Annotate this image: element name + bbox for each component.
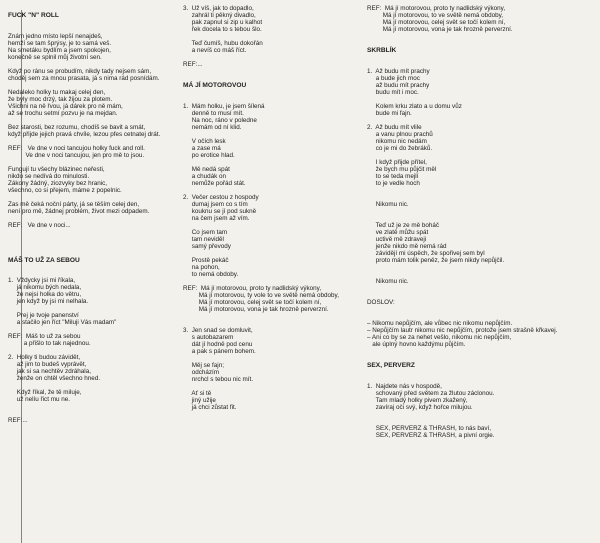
lyric-line: REF: Má jí motorovou, proto ty nadlidský výkony, — [183, 285, 322, 292]
lyric-line: Na smetáku bydlím a jsem spokojen, — [8, 47, 111, 54]
lyric-line: ženže on chtěl všechno hned. — [8, 375, 101, 382]
lyric-line: já nikomu bých nedala, — [8, 284, 82, 291]
lyric-line: Nikomu nic. — [367, 201, 409, 208]
lyric-line: 1. Až budu mít prachy — [367, 68, 430, 75]
lyric-line: s autobazarem — [183, 334, 234, 341]
lyric-line: nemám od ní klid. — [183, 124, 242, 131]
lyric-line: REF: Máš to už za sebou — [8, 333, 81, 340]
lyric-line: závidějí mi úspěch, že spořivej sem byl — [367, 250, 485, 257]
lyric-line: Teď už je ze mě boháč — [367, 222, 440, 229]
lyric-line: choděj sem za mnou prasata, já s nima rád posnídám. — [8, 75, 160, 82]
lyric-line: Ať si tě — [183, 390, 212, 397]
lyric-line: hemží se tam šprýsy, je to samá veš. — [8, 40, 112, 47]
lyric-line: 2. Večer cestou z hospody — [183, 194, 259, 201]
lyric-line: dát jí hodně pod cenu — [183, 341, 253, 348]
lyric-line: REF:... — [183, 61, 203, 68]
lyric-line: Zákony žádný, ziozvyky bez hranic, — [8, 180, 108, 187]
lyric-line: Bez starosti, bez rozumu, chodíš se bavit a smát, — [8, 124, 146, 131]
lyric-line: Nikomu nic. — [367, 278, 409, 285]
lyric-line: to nemá obdoby. — [183, 271, 239, 278]
lyric-line: a zase má — [183, 145, 221, 152]
lyric-line: proto mám tolik peněz, že jsem nikdy nepůjčil. — [367, 257, 505, 264]
lyric-line: Všichni na ně řvou, já dárek pro ně mám, — [8, 103, 123, 110]
lyric-line: všechno, co si přejem, máme z popelnic. — [8, 187, 122, 194]
lyric-line: že bych mu půjčit měl — [367, 166, 437, 173]
lyric-line: dumaj jsem co s tím — [183, 201, 248, 208]
lyric-line: Ve dne v noci tancujou, jen pro mě to jsou. — [8, 152, 145, 159]
lyric-line: Má jí motorovou, vona je tak hrozně perverzní. — [367, 26, 513, 33]
lyric-line: DOSLOV: — [367, 299, 395, 306]
lyric-line: řek docela to s tebou šlo. — [183, 26, 262, 33]
section-heading: MÁ JÍ MOTOROVOU — [183, 82, 247, 89]
lyric-line: jenže nikdo mě nemá rád — [367, 243, 447, 250]
lyric-line: a stačilo jen říct "Miluji Vás madam" — [8, 319, 117, 326]
lyric-line: Nedaleko holky tu makaj celej den, — [8, 89, 106, 96]
lyric-line: konečně se splnil můj životní sen. — [8, 54, 102, 61]
lyric-line: 1. Vždycky jsi mi říkala, — [8, 277, 76, 284]
lyric-line: kouknu se jí pod sukně — [183, 208, 257, 215]
lyric-line: bude mi fajn. — [367, 110, 412, 117]
lyric-line: až jim to budeš vyprávět, — [8, 361, 87, 368]
lyric-line: už nelíu řict mu ne. — [8, 396, 70, 403]
lyric-line: Když po ránu se probudím, nikdy tady nejsem sám, — [8, 68, 152, 75]
lyric-line: samý převody — [183, 243, 231, 250]
lyric-line: zahrál ti pěkný divadlo, — [183, 12, 256, 19]
lyric-line: SEX, PERVERZ & THRASH, a pivní orgie. — [367, 432, 495, 439]
section-heading: FUCK "N" ROLL — [8, 12, 59, 19]
lyric-line: Má jí motorovou, celej svět se točí kolem ní, — [367, 19, 506, 26]
lyric-line: Prej je tvoje panenství — [8, 312, 79, 319]
lyric-line: 1. Najdete nás v hospodě, — [367, 383, 442, 390]
lyric-line: není pro mě, žádnej problém, život mezi odpadem. — [8, 208, 150, 215]
lyric-line: SEX, PERVERZ & THRASH, to nás baví, — [367, 425, 492, 432]
lyric-line: a pak s pánem bohem. — [183, 348, 256, 355]
lyric-line: to se teda mejlí — [367, 173, 419, 180]
lyric-line: Má jí motorovou, ty vole to ve světě nemá obdoby, — [183, 292, 339, 299]
lyric-line: že nejsi holka do větru, — [8, 291, 82, 298]
lyric-line: nikomu nic nedám — [367, 138, 427, 145]
lyric-line: po erotice hlad. — [183, 152, 235, 159]
lyric-line: Co jsem tam — [183, 229, 228, 236]
lyric-line: jiný užije — [183, 397, 216, 404]
lyric-line: 2. Až budu mít vlile — [367, 124, 422, 131]
lyric-line: to je vedle hoch — [367, 180, 420, 187]
lyric-line: budu mít i moc. — [367, 89, 419, 96]
lyric-line: až budu mít prachy — [367, 82, 430, 89]
lyric-line: a chudák on — [183, 173, 227, 180]
lyric-line: I když přijde přítel, — [367, 159, 427, 166]
lyric-line: Měj se fajn; — [183, 362, 224, 369]
lyric-line: REF:... — [8, 417, 28, 424]
lyric-line: co je mi do žebráků. — [367, 145, 433, 152]
lyric-line: nemůže pořád stát. — [183, 180, 246, 187]
lyric-line: nikdo se nedívá do minulosti. — [8, 173, 90, 180]
lyric-line: – Nikomu nepůjčím, ale vůbec nic nikomu nepůjčím. — [367, 320, 513, 327]
lyric-line: denně to musí mít. — [183, 110, 244, 117]
lyric-line: 3. Jen snad se domluvit, — [183, 327, 253, 334]
lyric-line: na čem jsem až vím. — [183, 215, 250, 222]
lyric-line: Má jí motorovou, vona je tak hrozně perverzní. — [183, 306, 329, 313]
lyric-line: Tam mladý holky pivem zkažený, — [367, 397, 468, 404]
lyric-line: Když říkal, že tě miluje, — [8, 389, 82, 396]
lyric-line: REF: Ve dne v noci... — [8, 222, 71, 229]
lyric-line: ve zlatě můžu spát — [367, 229, 429, 236]
lyric-line: a nevíš co máš říct. — [183, 47, 247, 54]
lyric-line: ale úplný hovno každýmu půjčím. — [367, 341, 466, 348]
lyric-line: a bude jich moc — [367, 75, 420, 82]
section-heading: SKRBLÍK — [367, 47, 397, 54]
lyric-line: 1. Mám holku, je jsem šílená — [183, 103, 265, 110]
lyric-line: že byly moc drzý, tak žijou za plotem. — [8, 96, 113, 103]
lyric-line: až se trochu setmí pozvu je na mejdan. — [8, 110, 118, 117]
lyric-line: Zas mě čeká noční párty, já se těším celej den, — [8, 201, 140, 208]
section-heading: SEX, PERVERZ — [367, 362, 415, 369]
lyric-line: Fungují tu všechy blázinec neřesti, — [8, 166, 105, 173]
lyric-line: Má jí motorovou, celej svět se točí kolem ní, — [183, 299, 322, 306]
lyric-line: když přijde jejich pravá chvíle, lezou pfes cetnatej drát. — [8, 131, 161, 138]
lyric-line: tam neviděl — [183, 236, 224, 243]
lyric-line: Kolem krku zlato a u domu vůz — [367, 103, 462, 110]
section-heading: MÁŠ TO UŽ ZA SEBOU — [8, 257, 80, 264]
lyric-line: odcházím — [183, 369, 220, 376]
lyric-line: a vanu plnou prachů — [367, 131, 433, 138]
lyric-line: 2. Holky ti budou závidět, — [8, 354, 81, 361]
lyric-line: uctivě mě zdraveji — [367, 236, 427, 243]
lyric-line: na pohon, — [183, 264, 220, 271]
lyric-line: jen když by jsi mi nelhala. — [8, 298, 89, 305]
lyric-line: REF: Ve dne v noci tancujou holky fuck and roll. — [8, 145, 145, 152]
lyric-line: Má jí motorovou, to ve světě nemá obdoby, — [367, 12, 504, 19]
lyric-line: Na noc, ráno v poledne — [183, 117, 257, 124]
lyric-line: V očích lesk — [183, 138, 226, 145]
lyric-line: jak si sa nechtěv zdráhala, — [8, 368, 91, 375]
lyric-line: – Ani co by se za nehet vešlo, nikomu nic nepůjčím, — [367, 334, 512, 341]
lyric-line: Prostě pekáč — [183, 257, 229, 264]
lyric-line: já chci zůstat fit. — [183, 404, 237, 411]
lyric-line: nrchcl s tebou nic mít. — [183, 376, 253, 383]
lyric-line: REF: Má jí motorovou, proto ty nadlidský výkony, — [367, 5, 506, 12]
lyric-line: Mě nedá spát — [183, 166, 230, 173]
lyric-line: pak zapnul si zip u kalhot — [183, 19, 263, 26]
lyric-line: schovaný před světem za žlutou záclonou. — [367, 390, 495, 397]
lyric-line: 3. Už víš, jak to dopadlo, — [183, 5, 254, 12]
lyric-line: – Nepůjčím lautr nikomu nic nepůjčím, protože jsem strašně křkavej. — [367, 327, 558, 334]
lyric-line: a přišlo to tak najednou. — [8, 340, 91, 347]
lyric-line: Teď čumíš, hubu dokořán — [183, 40, 263, 47]
lyric-line: zavíraj oči svý, když hořce milujou. — [367, 404, 473, 411]
lyric-line: Znám jedno místo lepší nenajdeš, — [8, 33, 103, 40]
